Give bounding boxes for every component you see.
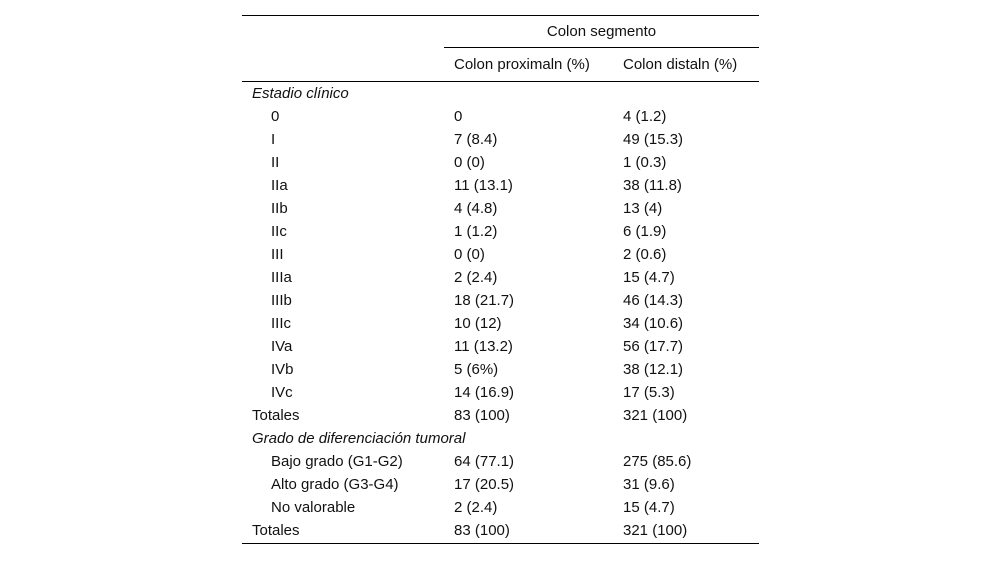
section-title-row	[242, 427, 759, 450]
cell-distal: 38 (12.1)	[623, 361, 684, 378]
table-row	[242, 220, 759, 243]
row-label: I	[271, 131, 276, 148]
cell-distal: 275 (85.6)	[623, 453, 692, 470]
row-label: IIIc	[271, 315, 292, 332]
cell-distal: 321 (100)	[623, 407, 688, 424]
row-label: 0	[271, 108, 280, 125]
cell-distal: 49 (15.3)	[623, 131, 684, 148]
row-label: Bajo grado (G1-G2)	[271, 453, 403, 470]
section-title: Grado de diferenciación tumoral	[252, 430, 466, 447]
table-row	[242, 174, 759, 197]
row-label: IIIb	[271, 292, 292, 309]
cell-distal: 4 (1.2)	[623, 108, 667, 125]
cell-proximal: 5 (6%)	[454, 361, 499, 378]
cell-proximal: 0	[454, 108, 463, 125]
table-row	[242, 450, 759, 473]
cell-distal: 321 (100)	[623, 522, 688, 539]
row-label: II	[271, 154, 280, 171]
table-row	[242, 335, 759, 358]
cell-distal: 1 (0.3)	[623, 154, 667, 171]
cell-distal: 6 (1.9)	[623, 223, 667, 240]
cell-proximal: 83 (100)	[454, 522, 510, 539]
cell-distal: 34 (10.6)	[623, 315, 684, 332]
totals-row	[242, 404, 759, 427]
cell-distal: 17 (5.3)	[623, 384, 675, 401]
cell-distal: 15 (4.7)	[623, 269, 675, 286]
row-label: IIb	[271, 200, 288, 217]
row-label: No valorable	[271, 499, 356, 516]
table-row	[242, 266, 759, 289]
row-label: Totales	[252, 407, 300, 424]
row-label: IIa	[271, 177, 288, 194]
table-row	[242, 105, 759, 128]
cell-proximal: 10 (12)	[454, 315, 502, 332]
cell-proximal: 17 (20.5)	[454, 476, 515, 493]
cell-proximal: 11 (13.2)	[454, 338, 513, 355]
cell-proximal: 11 (13.1)	[454, 177, 513, 194]
cell-distal: 13 (4)	[623, 200, 663, 217]
totals-row	[242, 519, 759, 542]
row-label: III	[271, 246, 284, 263]
column-group-header: Colon segmento	[546, 23, 657, 40]
row-label: IVc	[271, 384, 293, 401]
cell-proximal: 83 (100)	[454, 407, 510, 424]
cell-proximal: 0 (0)	[454, 154, 485, 171]
cell-distal: 15 (4.7)	[623, 499, 675, 516]
column-header-distal: Colon distaln (%)	[623, 56, 738, 73]
table-row	[242, 289, 759, 312]
table-row	[242, 128, 759, 151]
table-row	[242, 473, 759, 496]
table-row	[242, 312, 759, 335]
cell-proximal: 64 (77.1)	[454, 453, 515, 470]
cell-distal: 38 (11.8)	[623, 177, 682, 194]
cell-proximal: 14 (16.9)	[454, 384, 515, 401]
cell-proximal: 0 (0)	[454, 246, 485, 263]
row-label: IIc	[271, 223, 287, 240]
cell-proximal: 4 (4.8)	[454, 200, 498, 217]
row-label: IVb	[271, 361, 294, 378]
cell-proximal: 1 (1.2)	[454, 223, 498, 240]
section-title-row	[242, 82, 759, 105]
table-row	[242, 381, 759, 404]
table-row	[242, 151, 759, 174]
cell-distal: 56 (17.7)	[623, 338, 684, 355]
column-header-proximal: Colon proximaln (%)	[454, 56, 590, 73]
section-title: Estadio clínico	[252, 85, 349, 102]
cell-proximal: 2 (2.4)	[454, 269, 498, 286]
table-row	[242, 358, 759, 381]
table-bottom-rule	[242, 543, 759, 544]
table-row	[242, 496, 759, 519]
row-label: IIIa	[271, 269, 292, 286]
cell-proximal: 7 (8.4)	[454, 131, 498, 148]
cell-proximal: 18 (21.7)	[454, 292, 515, 309]
cell-distal: 46 (14.3)	[623, 292, 684, 309]
row-label: IVa	[271, 338, 293, 355]
row-label: Totales	[252, 522, 300, 539]
cell-proximal: 2 (2.4)	[454, 499, 498, 516]
row-label: Alto grado (G3-G4)	[271, 476, 399, 493]
table-row	[242, 197, 759, 220]
table-row	[242, 243, 759, 266]
cell-distal: 31 (9.6)	[623, 476, 675, 493]
cell-distal: 2 (0.6)	[623, 246, 667, 263]
